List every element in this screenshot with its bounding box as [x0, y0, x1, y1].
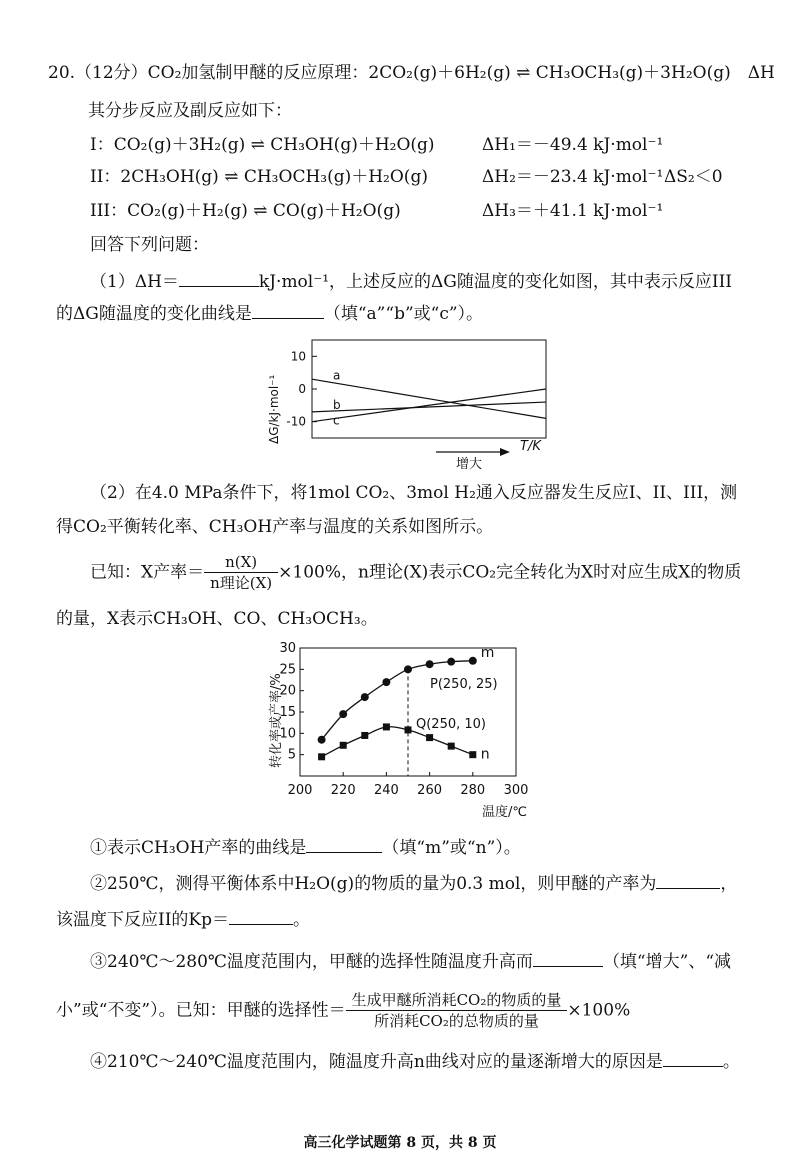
- chart2-xtick-label: 220: [330, 783, 356, 798]
- answer-blank-q4[interactable]: [663, 1050, 723, 1067]
- chart2-point-n: [318, 753, 325, 760]
- answer-blank-q3[interactable]: [533, 950, 603, 967]
- known-line1: [90, 552, 741, 593]
- part1-text-b: kJ·mol⁻¹，上述反应的ΔG随温度的变化如图，其中表示反应III: [258, 272, 733, 292]
- chart1-ytick-label: 0: [298, 382, 306, 396]
- part2-line2: 得CO₂平衡转化率、CH₃OH产率与温度的关系如图所示。: [56, 517, 494, 537]
- part1-text-c: 的ΔG随温度的变化曲线是: [56, 304, 252, 324]
- page-footer: 高三化学试题第 8 页，共 8 页: [303, 1135, 497, 1151]
- q4-line: [90, 1050, 740, 1073]
- selectivity-fraction-num: 生成甲醚所消耗CO₂的物质的量: [346, 990, 568, 1011]
- chart2-point-m: [318, 736, 326, 744]
- selectivity-fraction-den: 所消耗CO₂的总物质的量: [374, 1012, 539, 1030]
- q2-line2: [56, 908, 310, 931]
- chart2-xtick-label: 260: [417, 783, 443, 798]
- chart1-series-line-b: [312, 402, 546, 412]
- question-header-text: 20.（12分）CO₂加氢制甲醚的反应原理：2CO₂(g)＋6H₂(g) ⇌ CH₃OCH₃(g)＋3H₂O(g) ΔH: [48, 63, 775, 83]
- part1-line2: [56, 302, 483, 325]
- chart2-xlabel: 温度/℃: [482, 805, 527, 820]
- chart1-series-line-c: [312, 389, 546, 422]
- q3-text-c: 小”或“不变”）。已知：甲醚的选择性＝: [56, 1000, 346, 1021]
- chart2-xtick-label: 300: [503, 783, 529, 798]
- reaction-3-dh: ΔH₃＝＋41.1 kJ·mol⁻¹: [482, 201, 664, 221]
- chart1-series-label-a: a: [333, 368, 341, 383]
- q1-text-b: （填“m”或“n”）。: [382, 838, 521, 858]
- q3-text-d: ×100%: [567, 1000, 631, 1021]
- q2-text-b: ，: [720, 874, 738, 894]
- chart1-series-label-c: c: [333, 413, 340, 428]
- reaction-1: [90, 134, 435, 156]
- part2-line1: （2）在4.0 MPa条件下，将1mol CO₂、3mol H₂通入反应器发生反应I、II、III，测: [90, 483, 738, 503]
- q4-text-b: 。: [722, 1052, 740, 1072]
- answer-blank-q2-kp[interactable]: [229, 908, 293, 925]
- q1-text-a: ①表示CH₃OH产率的曲线是: [90, 838, 307, 858]
- conversion-chart: [262, 640, 562, 820]
- point-p-label: P(250, 25): [430, 677, 498, 692]
- known-line2: 的量，X表示CH₃OH、CO、CH₃OCH₃。: [56, 609, 378, 629]
- chart2-point-m: [469, 657, 477, 665]
- chart1-x-arrow-head: [500, 448, 510, 456]
- chart2-series-label-m: m: [480, 644, 495, 661]
- chart2-ytick-label: 5: [287, 747, 296, 763]
- part1-text-a: （1）ΔH＝: [90, 272, 179, 292]
- known-text-b: ×100%，n理论(X)表示CO₂完全转化为X时对应生成X的物质: [278, 562, 742, 583]
- reaction-2-eq: II：2CH₃OH(g) ⇌ CH₃OCH₃(g)＋H₂O(g): [90, 167, 428, 187]
- chart2-point-m: [382, 678, 390, 686]
- yield-fraction: [204, 552, 278, 593]
- selectivity-fraction: [346, 990, 568, 1031]
- q3-line2: [56, 990, 630, 1031]
- chart2-series-label-n: n: [480, 746, 490, 763]
- chart2-xtick-label: 200: [287, 783, 313, 798]
- q4-text-a: ④210℃～240℃温度范围内，随温度升高n曲线对应的量逐渐增大的原因是: [90, 1052, 663, 1072]
- answer-blank-q2-yield[interactable]: [656, 872, 720, 889]
- chart2-xtick-label: 240: [373, 783, 399, 798]
- answer-blank-dh[interactable]: [179, 270, 259, 287]
- chart2-point-n: [340, 742, 347, 749]
- intro-line: 其分步反应及副反应如下：: [88, 101, 292, 121]
- chart1-series-line-a: [312, 379, 546, 418]
- chart1-ytick-label: 10: [290, 349, 306, 364]
- known-text-a: 已知：X产率＝: [90, 562, 205, 583]
- reaction-2-dh: ΔH₂＝－23.4 kJ·mol⁻¹: [482, 167, 664, 187]
- answer-blank-curve[interactable]: [252, 302, 324, 319]
- chart2-point-n: [361, 732, 368, 739]
- answer-blank-q1[interactable]: [306, 836, 382, 853]
- reaction-1-eq: I：CO₂(g)＋3H₂(g) ⇌ CH₃OH(g)＋H₂O(g): [90, 135, 435, 155]
- chart2-ytick-label: 30: [279, 641, 296, 656]
- chart2-point-n: [469, 751, 476, 758]
- chart1-xlabel: T/K: [520, 439, 541, 454]
- chart2-xtick-label: 280: [460, 783, 486, 798]
- q3-text-a: ③240℃～280℃温度范围内，甲醚的选择性随温度升高而: [90, 952, 533, 972]
- chart2-point-m: [339, 710, 347, 718]
- q2-text-a: ②250℃，测得平衡体系中H₂O(g)的物质的量为0.3 mol，则甲醚的产率为: [90, 874, 657, 894]
- chart1-frame: [312, 340, 546, 438]
- q2-text-c: 该温度下反应II的Kp＝: [56, 910, 230, 930]
- reaction-3: [90, 200, 401, 222]
- point-q-label: Q(250, 10): [416, 717, 486, 732]
- q3-line1: [90, 950, 731, 973]
- reaction-2: [90, 166, 428, 188]
- chart1-x-arrow-label: 增大: [456, 457, 483, 472]
- part1-text-d: （填“a”“b”或“c”）。: [323, 304, 484, 324]
- answer-prompt: 回答下列问题：: [90, 235, 209, 255]
- q3-text-b: （填“增大”、“减: [602, 952, 732, 972]
- question-header: [48, 62, 775, 84]
- reaction-3-eq: III：CO₂(g)＋H₂(g) ⇌ CO(g)＋H₂O(g): [90, 201, 401, 221]
- yield-fraction-num: n(X): [204, 552, 278, 573]
- chart1-series-label-b: b: [333, 397, 341, 412]
- reaction-1-dh: ΔH₁＝－49.4 kJ·mol⁻¹: [482, 135, 664, 155]
- chart2-ytick-label: 15: [279, 705, 296, 720]
- chart2-point-n: [426, 734, 433, 741]
- chart2-point-m: [361, 693, 369, 701]
- chart2-point-n: [448, 743, 455, 750]
- chart2-ylabel: 转化率或产率/%: [269, 673, 284, 768]
- q2-line1: [90, 872, 737, 895]
- chart2-point-n: [383, 723, 390, 730]
- chart1-ylabel: ΔG/kJ·mol⁻¹: [267, 374, 281, 444]
- chart2-ytick-label: 25: [279, 662, 296, 678]
- reaction-2-ds: ΔS₂＜0: [664, 167, 723, 187]
- chart1-ytick-label: -10: [286, 414, 306, 429]
- yield-fraction-den: n理论(X): [210, 574, 273, 592]
- q1-line: [90, 836, 521, 859]
- delta-g-chart: [260, 334, 560, 474]
- chart2-ytick-label: 10: [279, 726, 296, 742]
- chart2-ytick-label: 20: [279, 683, 296, 699]
- q2-text-d: 。: [293, 910, 311, 930]
- chart2-point-m: [447, 658, 455, 666]
- part1-line1: [90, 270, 732, 293]
- chart2-point-m: [426, 660, 434, 668]
